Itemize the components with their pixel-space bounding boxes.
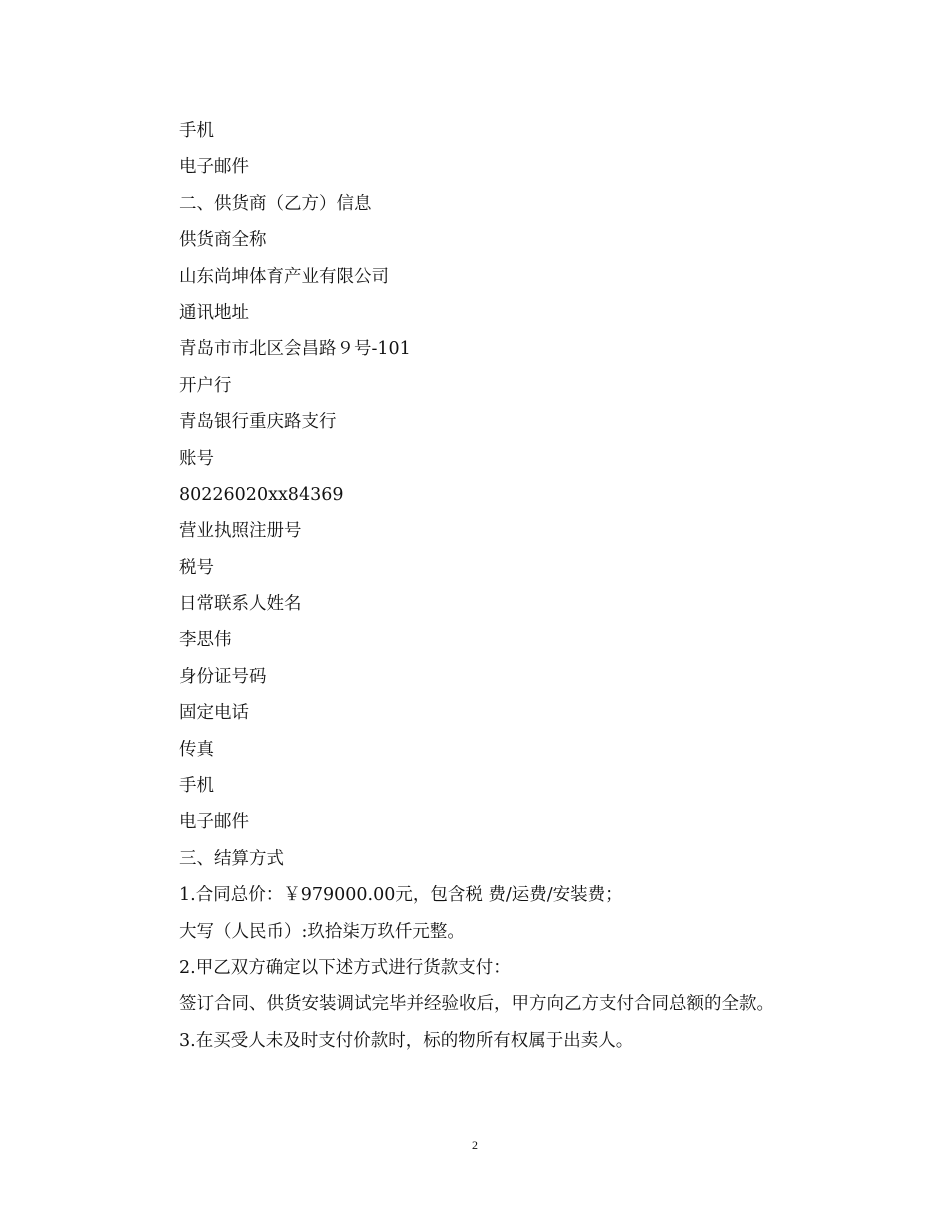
supplier-email-label: 电子邮件 <box>179 812 249 833</box>
supplier-name-label: 供货商全称 <box>179 230 267 251</box>
address-label: 通讯地址 <box>179 302 249 323</box>
document-body <box>142 113 802 1059</box>
contract-total-price: 1.合同总价：￥979000.00元，包含税 费/运费/安装费； <box>179 885 623 906</box>
account-value: 80226020xx84369 <box>179 484 344 505</box>
bank-label: 开户行 <box>179 375 232 396</box>
page-number: 2 <box>472 1138 478 1152</box>
payment-terms-paragraph: 签订合同、供货安装调试完毕并经验收后，甲方向乙方支付合同总额的全款。 <box>179 994 774 1015</box>
section-heading-supplier: 二、供货商（乙方）信息 <box>179 193 372 214</box>
id-number-label: 身份证号码 <box>179 666 267 687</box>
amount-in-words: 大写（人民币）:玖拾柒万玖仟元整。 <box>179 921 465 942</box>
supplier-mobile-label: 手机 <box>179 776 214 797</box>
payment-method-intro: 2.甲乙双方确定以下述方式进行货款支付： <box>179 957 511 978</box>
account-label: 账号 <box>179 448 214 469</box>
fax-label: 传真 <box>179 739 214 760</box>
bank-value: 青岛银行重庆路支行 <box>179 412 337 433</box>
supplier-name-value: 山东尚坤体育产业有限公司 <box>179 266 389 287</box>
phone-label: 固定电话 <box>179 703 249 724</box>
tax-id-label: 税号 <box>179 557 214 578</box>
buyer-email-label: 电子邮件 <box>179 157 249 178</box>
buyer-mobile-label: 手机 <box>179 121 214 141</box>
section-heading-settlement: 三、结算方式 <box>179 848 284 869</box>
address-value: 青岛市市北区会昌路９号-101 <box>179 339 411 360</box>
license-label: 营业执照注册号 <box>179 521 302 542</box>
contact-name-value: 李思伟 <box>179 630 232 651</box>
ownership-clause: 3.在买受人未及时支付价款时，标的物所有权属于出卖人。 <box>179 1030 634 1051</box>
contact-name-label: 日常联系人姓名 <box>179 594 302 615</box>
